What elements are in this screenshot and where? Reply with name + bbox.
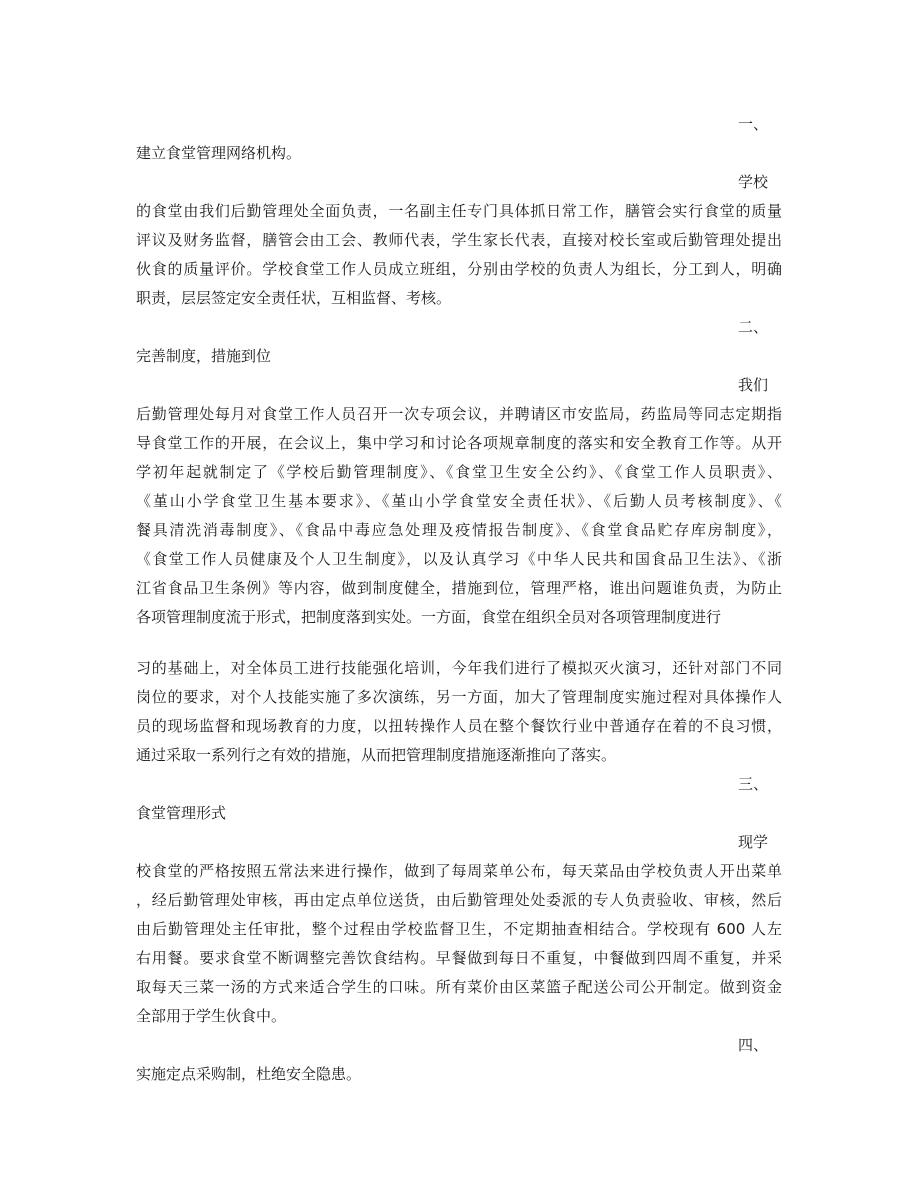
paragraph-line: 学初年起就制定了《学校后勤管理制度》、《食堂卫生安全公约》、《食堂工作人员职责》、 xyxy=(136,463,782,481)
paragraph-line: 各项管理制度流于形式，把制度落到实处。一方面，食堂在组织全员对各项管理制度进行 xyxy=(136,608,722,626)
page-gap xyxy=(136,632,782,654)
paragraph-line: 评议及财务监督，膳管会由工会、教师代表，学生家长代表，直接对校长室或后勤管理处提出 xyxy=(136,231,782,249)
paragraph-line: 《食堂工作人员健康及个人卫生制度》，以及认真学习《中华人民共和国食品卫生法》、《浙 xyxy=(136,550,782,568)
paragraph-line: 《堇山小学食堂卫生基本要求》、《堇山小学食堂安全责任状》、《后勤人员考核制度》、《 xyxy=(136,492,782,510)
section-lead-3: 现学 xyxy=(737,833,768,851)
paragraph-line: 江省食品卫生条例》等内容，做到制度健全，措施到位，管理严格，谁出问题谁负责，为防止 xyxy=(136,579,782,597)
paragraph-line: 员的现场监督和现场教育的力度，以扭转操作人员在整个餐饮行业中普通存在着的不良习惯， xyxy=(136,717,782,735)
paragraph-line: 习的基础上，对全体员工进行技能强化培训，今年我们进行了模拟灭火演习，还针对部门不同 xyxy=(136,659,782,677)
paragraph-line: 由后勤管理处主任审批，整个过程由学校监督卫生，不定期抽查相结合。学校现有 600 人左 xyxy=(136,920,782,938)
section-number-1: 一、 xyxy=(737,115,768,133)
paragraph-line: 伙食的质量评价。学校食堂工作人员成立班组，分别由学校的负责人为组长，分工到人，明确 xyxy=(136,260,782,278)
section-number-3: 三、 xyxy=(737,775,768,793)
paragraph-line: 岗位的要求，对个人技能实施了多次演练，另一方面，加大了管理制度实施过程对具体操作人 xyxy=(136,688,782,706)
section-heading-4: 实施定点采购制，杜绝安全隐患。 xyxy=(136,1065,362,1083)
section-heading-3: 食堂管理形式 xyxy=(136,804,227,822)
paragraph-line: 右用餐。要求食堂不断调整完善饮食结构。早餐做到每日不重复，中餐做到四周不重复，并采 xyxy=(136,949,782,967)
section-lead-2: 我们 xyxy=(737,376,768,394)
section-lead-1: 学校 xyxy=(737,173,768,191)
paragraph-line: 取每天三菜一汤的方式来适合学生的口味。所有菜价由区菜篮子配送公司公开制定。做到资金 xyxy=(136,978,782,996)
paragraph-line: 校食堂的严格按照五常法来进行操作，做到了每周菜单公布，每天菜品由学校负责人开出菜单 xyxy=(136,862,782,880)
document-page xyxy=(136,110,782,1089)
paragraph-line: ，经后勤管理处审核，再由定点单位送货，由后勤管理处处委派的专人负责验收、审核，然后 xyxy=(136,891,782,909)
paragraph-line: 通过采取一系列行之有效的措施，从而把管理制度措施逐渐推向了落实。 xyxy=(136,746,617,764)
paragraph-line: 后勤管理处每月对食堂工作人员召开一次专项会议，并聘请区市安监局，药监局等同志定期指 xyxy=(136,405,782,423)
section-heading-1: 建立食堂管理网络机构。 xyxy=(136,144,302,162)
section-heading-2: 完善制度，措施到位 xyxy=(136,347,272,365)
paragraph-line: 职责，层层签定安全责任状，互相监督、考核。 xyxy=(136,289,452,307)
section-number-4: 四、 xyxy=(737,1036,768,1054)
section-number-2: 二、 xyxy=(737,318,768,336)
paragraph-line: 的食堂由我们后勤管理处全面负责，一名副主任专门具体抓日常工作，膳管会实行食堂的质量 xyxy=(136,202,782,220)
paragraph-line: 导食堂工作的开展，在会议上，集中学习和讨论各项规章制度的落实和安全教育工作等。从开 xyxy=(136,434,782,452)
paragraph-line: 餐具清洗消毒制度》、《食品中毒应急处理及疫情报告制度》、《食堂食品贮存库房制度》， xyxy=(136,521,782,539)
paragraph-line: 全部用于学生伙食中。 xyxy=(136,1007,287,1025)
